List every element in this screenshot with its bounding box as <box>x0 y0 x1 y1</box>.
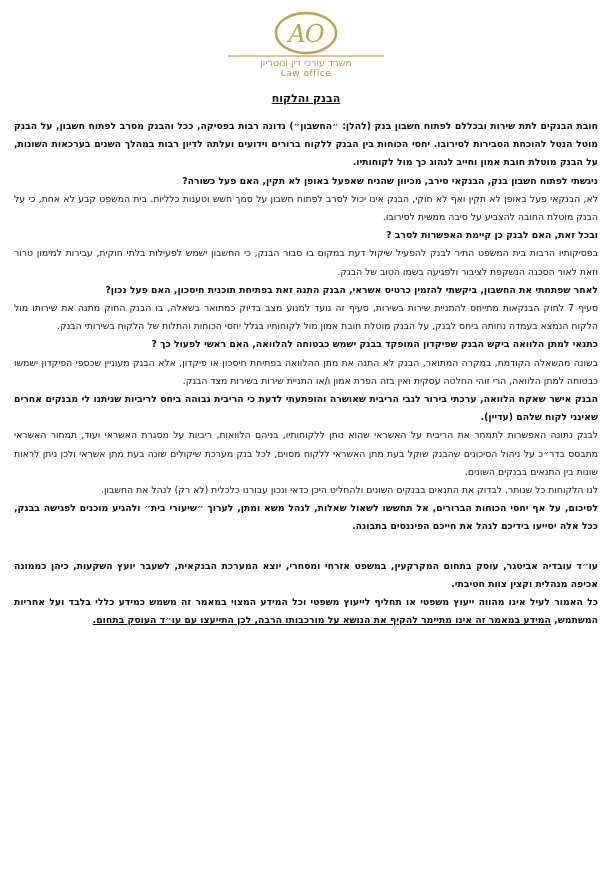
disclaimer <box>14 594 598 630</box>
page-title: הבנק והלקוח <box>271 92 341 105</box>
answer-5-extra: לנו הלקוחות כל שנותר, לבדוק את התנאים בבנקים השונים ולהחליט היכן כדאי ונכון עבורנו כלכלית (לא רק) לנהל את החשבון. <box>100 485 598 497</box>
firm-name-english: Law office <box>280 69 332 79</box>
answer-4: בשונה מהשאלה הקודמת, במקרה המתואר, הבנק לא התנה את מתן ההלוואה בפתיחת חיסכון או פיקדון, אלא הבנק מעוניין שכספי הפיקדון ישמשו כבטוחה למתן הלוואה, הרי זוהי החלטה עסקית ואין בזה הפרת אמון ו/או התניית שירות בשירות מצד הבנק. <box>14 357 598 387</box>
question-3: לאחר שפתחתי את החשבון, ביקשתי להזמין כרטיס אשראי, הבנק התנה זאת בפתיחת תוכנית חיסכון, האם פעל נכון? <box>105 284 598 296</box>
disclaimer-text: כל האמור לעיל אינו מהווה ייעוץ משפטי או תחליף לייעוץ משפטי וכל המידע המצוי במאמר זה משמש כמידע כללי בלבד ועל אחריות המשתמש, <box>14 597 598 627</box>
summary-paragraph: לסיכום, על אף יחסי הכוחות הברורים, אל תחששו לשאול שאלות, לנהל משא ומתן, לערוך ״שיעורי בית״ ולהגיע מוכנים לפגישה בבנק, ככל אלה יסייעו בידיכם לנהל את חייכם הפיננסים בתבונה. <box>14 503 598 533</box>
answer-2: בפסיקותיו הרבות בית המשפט התיר לבנק להפעיל שיקול דעת במקום בו סבור הבנק, כי החשבון ישמש לפעילות בלתי חוקית, עבירות למימון טרור וזאת לאור הסכנה הנשקפת לציבור ולפגיעה בשמו הטוב של הבנק. <box>14 248 598 278</box>
intro-paragraph: חובת הבנקים לתת שירות ובכללם לפתוח חשבון בנק (להלן: ״החשבון״) נדונה רבות בפסיקה, ככל והבנק מסרב לפתוח חשבון, על הבנק מוטל הנטל להוכחת הסבירות לסירובו. יחסי הכוחות בין הבנק ללקוח ברורים וידועים ועלתה לדיון רבות במהלך השנים בערכאות השונות, על הבנק מוטלת חובת אמון וחייב לנהוג כך מול לקוחותיו. <box>14 121 598 169</box>
disclaimer-underlined: המידע במאמר זה אינו מתיימר להקיף את הנושא על מורכבותו הרבה, לכן התייעצו עם עו״ד העוסק בתחום. <box>92 615 551 627</box>
article-body <box>14 118 598 630</box>
logo-monogram: AO <box>288 20 324 48</box>
firm-name-hebrew: משרד עורכי דין ונוטריון <box>260 58 352 69</box>
question-2: ובכל זאת, האם לבנק כן קיימת האפשרות לסרב ? <box>386 230 598 242</box>
header-logo <box>0 6 612 79</box>
answer-3: סעיף 7 לחוק הבנקאות מתייחס להתניית שירות בשירות, סעיף זה נועד למנוע מצב בדיוק כמתואר בשאלה, בו הבנק החוק מתנה את שירותו מול הלקוח הנמצא בעמדה נחותה ביחס לבנק, על הבנק מוטלת חובת אמון מול לקוחותיו בגלל יחסי הכוחות והתלות של הלקוח בשירותי הבנק. <box>14 303 598 333</box>
question-4: כתנאי למתן הלוואה ביקש הבנק שפיקדון המופקד בבנק ישמש כבטוחה להלוואה, האם ראשי לפעול כך ? <box>151 339 598 351</box>
answer-5: לבנק נתונה האפשרות לתמחר את הריבית על האשראי שהוא נותן ללקוחותיו, בניהם הלוואות, ריביות על מסגרת האשראי ועוד, תמחור האשראי מתבסס בדר״כ על ניהול הסיכונים שהבנק שוקל בעת מתן האשראי ללקוח מסוים, לכל בנק מערכת שיקולים שונה בעת מתן אשראי ולכן ניתן לראות שונות בין התנאים בבנקים השונים. <box>14 430 598 478</box>
author-bio: עו״ד עובדיה אביטגר, עוסק בתחום המקרקעין, במשפט אזרחי ומסחרי, יוצא המערכת הבנקאית, לשעבר יועץ השקעות, כיהן כממונה אכיפה מנהלית וקצין צוות חטיבתי. <box>14 560 598 590</box>
answer-1: לא, הבנקאי פעל באופן לא תקין ואף לא חוקי, הבנק אינו יכול לסרב לפתוח חשבון על סמך חשש וטענות כלליות. בית המשפט קבע לא אחת, כי על הבנק מוטלת החובה להצביע על סיבה ממשית לסירובו. <box>14 193 598 224</box>
question-5: הבנק אישר שאקח הלוואה, ערכתי בירור לגבי הריבית שאושרה והופתעתי לדעת כי הריבית גבוהה ביחס לריביות שניתנו לי מבנקים אחרים שאינני לקוח שלהם (עדיין). <box>14 394 598 424</box>
spacer <box>14 537 598 558</box>
question-1: ניגשתי לפתוח חשבון בנק, הבנקאי סירב, מכיוון שהניח שאפעל באופן לא תקין, האם פעל כשורה? <box>182 175 598 187</box>
